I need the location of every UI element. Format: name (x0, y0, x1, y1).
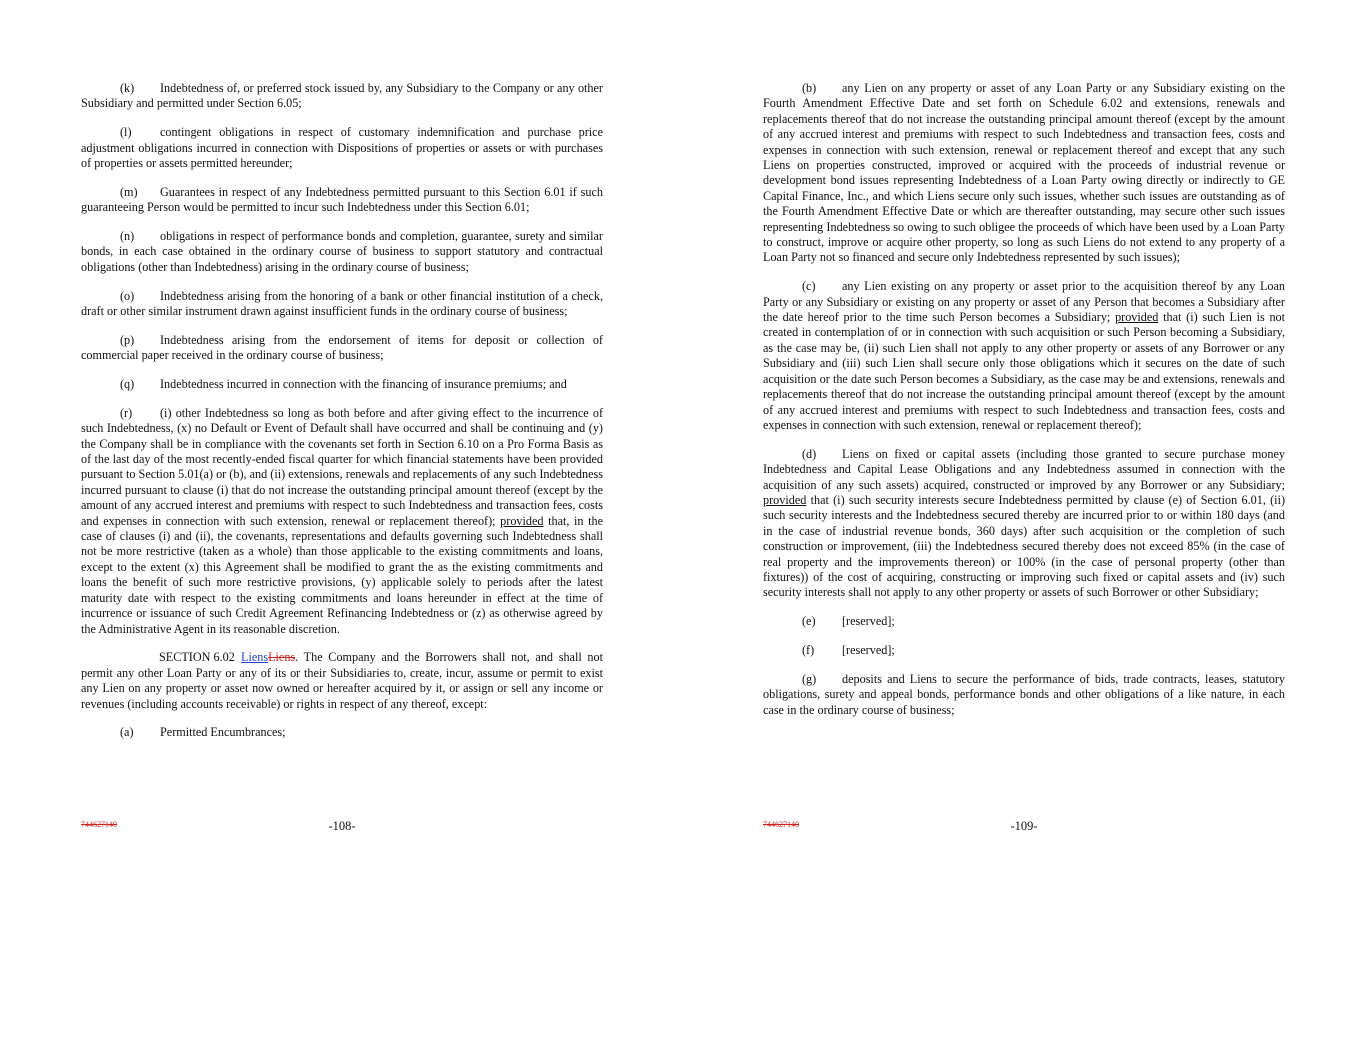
doc-code: 744627140 (763, 820, 799, 829)
page-108-body (81, 81, 603, 754)
provided-term: provided (763, 492, 807, 507)
section-6-02: SECTION 6.02 LiensLiens. The Company and the Borrowers shall not, and shall not permit any other Loan Party or any of its or their Subsidiaries to, create, incur, assume or permit to exist any Lien on any property or asset now owned or hereafter acquired by it, or assign or sell any income or revenues (including accounts receivable) or rights in respect of any thereof, except: (81, 650, 603, 711)
provided-term: provided (1115, 310, 1159, 325)
provided-term: provided (500, 513, 544, 528)
doc-code: 744627140 (81, 820, 117, 829)
clause-b: (b) any Lien on any property or asset of any Loan Party or any Subsidiary existing on the Fourth Amendment Effective Date and set forth on Schedule 6.02 and extensions, renewals and replacements thereof that do not increase the outstanding principal amount thereof (except by the amount of any accrued interest and premiums with respect to such Indebtedness and transaction fees, costs and expenses in connection with such extension, renewal or replacement thereof and except that any such Liens on properties constructed, improved or acquired with the proceeds of industrial revenue or development bond issues representing Indebtedness of a Loan Party owing directly or indirectly to GE Capital Finance, Inc., and which Liens secure only such issues, whether such issues are outstanding as of the Fourth Amendment Effective Date or which are thereafter outstanding, may secure other such issues representing Indebtedness so owing to such obligee the proceeds of which have been used by a Loan Party to construct, improve or acquire other property, so long as such Liens do not extend to any property of a Loan Party not so financed and secure only Indebtedness represented by such issues); (763, 81, 1285, 265)
clause-d: (d) Liens on fixed or capital assets (including those granted to secure purchase money Indebtedness and Capital Lease Obligations and any Indebtedness assumed in connection with the acquisition of any such assets) acquired, constructed or improved by any Borrower or any Subsidiary; provided that (i) such security interests secure Indebtedness permitted by clause (e) of Section 6.01, (ii) such security interests and the Indebtedness secured thereby are incurred prior to or within 180 days (and in the case of industrial revenue bonds, 360 days) after such acquisition or the completion of such construction or improvement, (iii) the Indebtedness secured thereby does not exceed 85% (in the case of real property and the improvements thereon) or 100% (in the case of personal property (other than fixtures)) of the cost of acquiring, constructing or improving such fixed or capital assets and (iv) such security interests shall not apply to any other property or assets of such Borrower or other Subsidiary; (763, 446, 1286, 600)
clause-p: (p) Indebtedness arising from the endorsement of items for deposit or collection of commercial paper received in the ordinary course of business; (81, 332, 603, 363)
clause-a: (a) Permitted Encumbrances; (120, 725, 286, 740)
clause-m: (m) Guarantees in respect of any Indebtedness permitted pursuant to this Section 6.01 if such guaranteeing Person would be permitted to incur such Indebtedness under this Section 6.01; (81, 184, 603, 215)
clause-q: (q) Indebtedness incurred in connection with the financing of insurance premiums; and (120, 377, 567, 392)
section-heading: SECTION 6.02 (159, 650, 235, 665)
page-109 (682, 0, 1364, 1055)
clause-n: (n) obligations in respect of performance bonds and completion, guarantee, surety and similar bonds, in each case obtained in the ordinary course of business to support statutory and contractual obligations (other than Indebtedness) arising in the ordinary course of business; (81, 229, 603, 274)
clause-o: (o) Indebtedness arising from the honoring of a bank or other financial institution of a check, draft or other similar instrument drawn against insufficient funds in the ordinary course of business; (81, 288, 603, 319)
clause-l: (l) contingent obligations in respect of customary indemnification and purchase price adjustment obligations incurred in connection with Dispositions of properties or assets or with purchases of properties or assets permitted hereunder; (81, 125, 603, 171)
clause-e: (e) [reserved]; (802, 614, 895, 629)
clause-f: (f) [reserved]; (802, 642, 895, 657)
clause-k: (k) Indebtedness of, or preferred stock issued by, any Subsidiary to the Company or any other Subsidiary and permitted under Section 6.05; (81, 81, 603, 111)
clause-c: (c) any Lien existing on any property or asset prior to the acquisition thereof by any Loan Party or any Subsidiary or existing on any property or asset of any Person that becomes a Subsidiary after the date hereof prior to the time such Person becomes a Subsidiary; provided that (i) such Lien is not created in contemplation of or in connection with such acquisition or such Person becoming a Subsidiary, as the case may be, (ii) such Lien shall not apply to any other property or assets of any Borrower or any Subsidiary and (iii) such Lien shall secure only those obligations which it secures on the date of such acquisition or the date such Person becomes a Subsidiary, as the case may be and extensions, renewals and replacements thereof that do not increase the outstanding principal amount thereof (except by the amount of any accrued interest and premiums with respect to such Indebtedness and transaction fees, costs and expenses in connection with such extension, renewal or replacement thereof); (763, 279, 1286, 432)
clause-r: (r) (i) other Indebtedness so long as both before and after giving effect to the incurrence of such Indebtedness, (x) no Default or Event of Default shall have occurred and shall be continuing and (y) the Company shall be in compliance with the covenants set forth in Section 6.10 on a Pro Forma Basis as of the last day of the most recently-ended fiscal quarter for which financial statements have been provided pursuant to Section 5.01(a) or (b), and (ii) extensions, renewals and replacements of any such Indebtedness incurred pursuant to clause (i) that do not increase the outstanding principal amount thereof (except by the amount of any accrued interest and premiums with respect to such Indebtedness and transaction fees, costs and expenses in connection with such extension, renewal or replacement thereof); provided that, in the case of clauses (i) and (ii), the covenants, representations and defaults governing such Indebtedness shall not be more restrictive (taken as a whole) than those applicable to the existing commitments and loans, except to the extent (x) this Agreement shall be modified to grant the as the existing commitments and loans the benefit of such more restrictive provisions, (y) applicable solely to periods after the latest maturity date with respect to the existing commitments and loans hereunder in effect at the time of incurrence or issuance of such Credit Agreement Refinancing Indebtedness or (z) as otherwise agreed by the Administrative Agent in its reasonable discretion. (81, 405, 604, 636)
page-number: -108- (328, 819, 356, 833)
clause-g: (g) deposits and Liens to secure the performance of bids, trade contracts, leases, statutory obligations, surety and appeal bonds, performance bonds and other obligations of a like nature, in each case in the ordinary course of business; (763, 671, 1285, 717)
page-109-body (763, 81, 1285, 731)
page-number: -109- (1010, 819, 1038, 833)
page-108 (0, 0, 682, 1055)
inserted-title: Liens (241, 650, 269, 665)
deleted-title: Liens (268, 650, 296, 665)
